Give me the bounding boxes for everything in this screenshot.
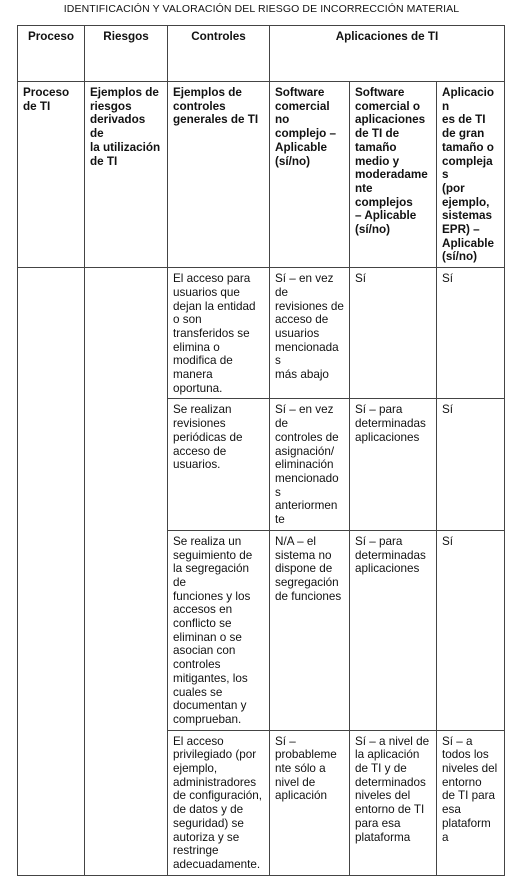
header-riesgos: Riesgos bbox=[85, 26, 168, 82]
gran-cell: Sí bbox=[437, 530, 505, 730]
riesgos-cell bbox=[85, 268, 168, 876]
subheader-software-medio: Software comercial o aplicaciones de TI de tamaño medio y moderadame nte complejos – Aplicable (sí/no) bbox=[350, 82, 437, 268]
no-complejo-cell: Sí – en vez de revisiones de acceso de usuarios mencionadas más abajo bbox=[270, 268, 350, 399]
gran-cell: Sí – a todos los niveles del entorno de TI para esa plataform a bbox=[437, 730, 505, 875]
control-cell: Se realiza un seguimiento de la segregación de funciones y los accesos en conflicto se eliminan o se asocian con controles mitigantes, los cuales se documentan y comprueban. bbox=[168, 530, 270, 730]
proceso-cell bbox=[18, 268, 85, 876]
document-title: IDENTIFICACIÓN Y VALORACIÓN DEL RIESGO DE INCORRECCIÓN MATERIAL bbox=[63, 3, 460, 15]
no-complejo-cell: N/A – el sistema no dispone de segregación de funciones bbox=[270, 530, 350, 730]
table-header-row bbox=[18, 26, 505, 82]
gran-cell: Sí bbox=[437, 399, 505, 530]
subheader-software-no-complejo: Software comercial no complejo – Aplicable (sí/no) bbox=[270, 82, 350, 268]
no-complejo-cell: Sí – en vez de controles de asignación/ eliminación mencionado s anteriormen te bbox=[270, 399, 350, 530]
risk-table bbox=[17, 25, 505, 876]
table-subheader-row bbox=[18, 82, 505, 268]
control-cell: Se realizan revisiones periódicas de acceso de usuarios. bbox=[168, 399, 270, 530]
no-complejo-cell: Sí – probableme nte sólo a nivel de aplicación bbox=[270, 730, 350, 875]
gran-cell: Sí bbox=[437, 268, 505, 399]
medio-cell: Sí – para determinadas aplicaciones bbox=[350, 399, 437, 530]
header-proceso: Proceso bbox=[18, 26, 85, 82]
subheader-ejemplos-controles: Ejemplos de controles generales de TI bbox=[168, 82, 270, 268]
subheader-proceso-ti: Proceso de TI bbox=[18, 82, 85, 268]
subheader-aplicaciones-gran: Aplicacion es de TI de gran tamaño o complejas (por ejemplo, sistemas EPR) – Aplicable (sí/no) bbox=[437, 82, 505, 268]
medio-cell: Sí bbox=[350, 268, 437, 399]
subheader-ejemplos-riesgos: Ejemplos de riesgos derivados de la utilización de TI bbox=[85, 82, 168, 268]
control-cell: El acceso para usuarios que dejan la entidad o son transferidos se elimina o modifica de manera oportuna. bbox=[168, 268, 270, 399]
header-controles: Controles bbox=[168, 26, 270, 82]
header-aplicaciones: Aplicaciones de TI bbox=[270, 26, 505, 82]
control-cell: El acceso privilegiado (por ejemplo, administradores de configuración, de datos y de seguridad) se autoriza y se restringe adecuadamente. bbox=[168, 730, 270, 875]
medio-cell: Sí – para determinadas aplicaciones bbox=[350, 530, 437, 730]
medio-cell: Sí – a nivel de la aplicación de TI y de determinados niveles del entorno de TI para esa plataforma bbox=[350, 730, 437, 875]
table-row bbox=[18, 268, 505, 399]
